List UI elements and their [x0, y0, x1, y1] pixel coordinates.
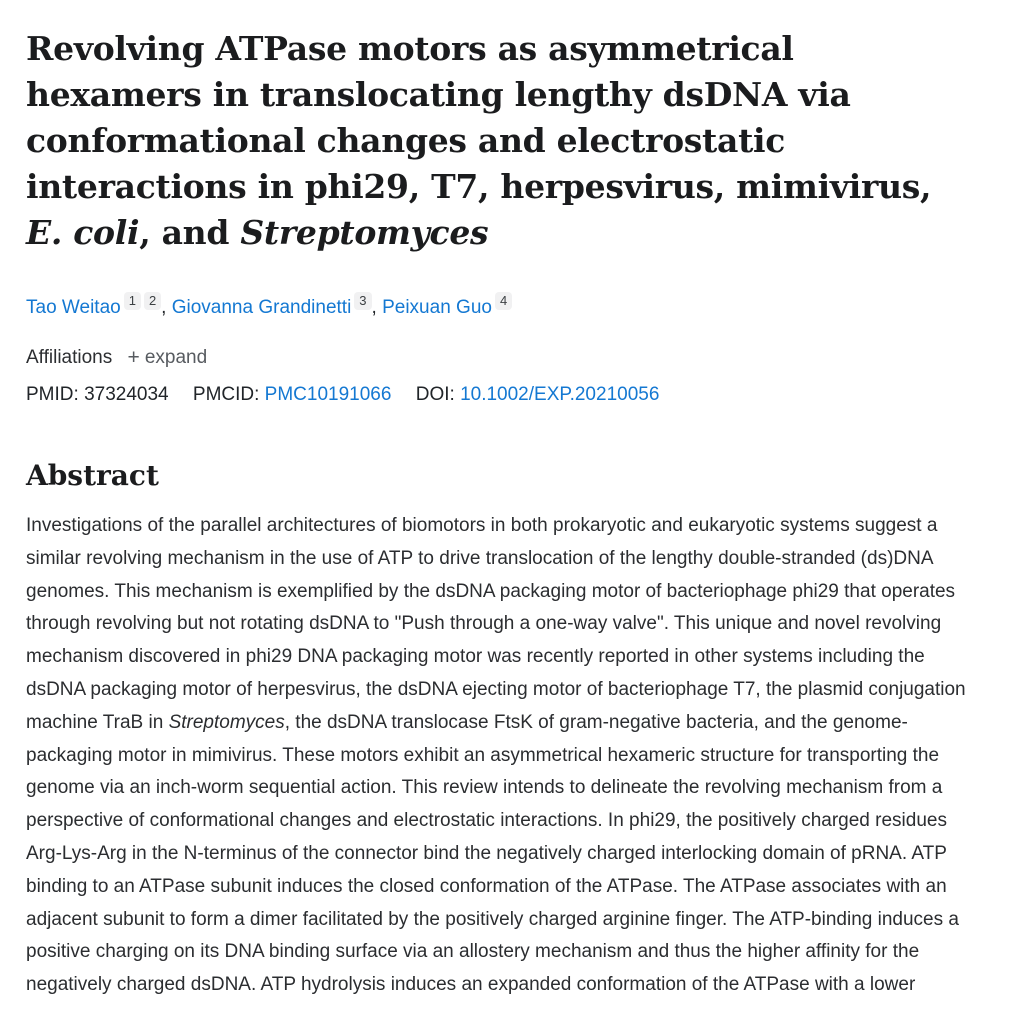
text-segment: , and: [139, 213, 241, 252]
pmcid-label: PMCID:: [192, 384, 260, 405]
author-link[interactable]: Giovanna Grandinetti: [171, 297, 352, 318]
text-segment: Investigations of the parallel architectures of biomotors in both prokaryotic and eukaryotic systems suggest a similar revolving mechanism in the use of ATP to drive translocation of the lengthy double-stranded (ds)DNA genomes. This mechanism is exemplified by the dsDNA packaging motor of bacteriophage phi29 that operates through revolving but not rotating dsDNA to "Push through a one-way valve". This unique and novel revolving mechanism discovered in phi29 DNA packaging motor was recently reported in other systems including the dsDNA packaging motor of herpesvirus, the dsDNA ejecting motor of bacteriophage T7, the plasmid conjugation machine TraB in: [26, 515, 966, 733]
text-segment: , the dsDNA translocase FtsK of gram-negative bacteria, and the genome-packaging motor in mimivirus. These motors exhibit an asymmetrical hexameric structure for transporting the genome via an inch-worm sequential action. This review intends to delineate the revolving mechanism from a perspective of conformational changes and electrostatic interactions. In phi29, the positively charged residues Arg-Lys-Arg in the N-terminus of the connector bind the negatively charged interlocking domain of pRNA. ATP binding to an ATPase subunit induces the closed conformation of the ATPase. The ATPase associates with an adjacent subunit to form a dimer facilitated by the positively charged arginine finger. The ATP-binding induces a positive charging on its DNA binding surface via an allostery mechanism and thus the higher affinity for the negatively charged dsDNA. ATP hydrolysis induces an expanded conformation of the ATPase with a lower: [26, 711, 959, 996]
doi-group: [416, 383, 660, 407]
author-separator: ,: [161, 297, 172, 318]
italic-text-segment: Streptomyces: [168, 711, 285, 733]
abstract-heading: Abstract: [26, 459, 159, 492]
author-affiliation-number[interactable]: 2: [144, 292, 161, 310]
identifiers-row: [26, 383, 996, 407]
italic-text-segment: Streptomyces: [240, 213, 489, 252]
author-affiliation-number[interactable]: 3: [354, 292, 371, 310]
doi-link[interactable]: 10.1002/EXP.20210056: [460, 384, 660, 405]
affiliations-label: Affiliations: [26, 347, 113, 368]
pmcid-link[interactable]: PMC10191066: [264, 384, 392, 405]
pmid-value: 37324034: [84, 384, 169, 405]
affiliations-row: [26, 345, 996, 370]
text-segment: Revolving ATPase motors as asymmetrical hexamers in translocating lengthy dsDNA via conformational changes and electrostatic interactions in phi29, T7, herpesvirus, mimivirus,: [26, 29, 932, 206]
italic-text-segment: E. coli: [26, 213, 140, 252]
pmid-label: PMID:: [26, 384, 79, 405]
plus-icon: +: [127, 346, 140, 369]
pmcid-group: [193, 383, 392, 407]
expand-label: expand: [144, 347, 208, 368]
article-title: [26, 26, 976, 256]
author-affiliation-number[interactable]: 1: [124, 292, 141, 310]
author-affiliation-number[interactable]: 4: [495, 292, 512, 310]
authors-list: [26, 294, 996, 321]
author-link[interactable]: Tao Weitao: [26, 297, 121, 318]
abstract-text: [26, 510, 971, 1002]
affiliations-expand-toggle[interactable]: [128, 347, 208, 368]
doi-label: DOI:: [415, 384, 455, 405]
pmid-group: [26, 383, 169, 407]
author-separator: ,: [371, 297, 383, 318]
author-link[interactable]: Peixuan Guo: [382, 297, 492, 318]
